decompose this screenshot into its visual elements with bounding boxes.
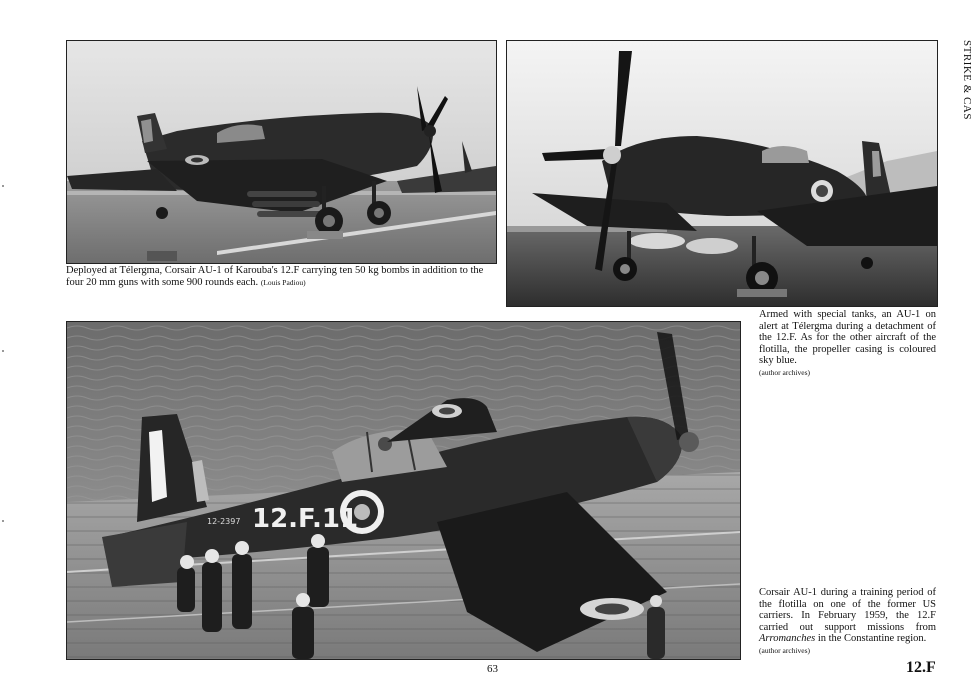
chapter-label: 12.F — [906, 659, 936, 676]
photo-corsair-special-tanks — [506, 40, 938, 307]
photo-credit: (author archives) — [759, 367, 811, 377]
caption-text: Armed with special tanks, an AU-1 on alert at Télergma during a detachment of the 12.F. As for the other aircraft of the flotilla, the propeller casing is coloured sky blue. — [759, 309, 936, 366]
edge-mark — [2, 185, 4, 187]
serial-marking: 12-2397 — [207, 517, 241, 526]
caption-text: Corsair AU-1 during a training period of the flotilla on one of the former US carriers. In February 1959, the 12.F carried out support missions from — [759, 587, 936, 633]
ship-name: Arromanches — [759, 633, 816, 644]
photo-credit: (author archives) — [759, 645, 811, 655]
caption-text-end: in the Constantine region. — [815, 633, 927, 644]
photo-corsair-bombs — [66, 40, 497, 264]
aircraft-marking: 12.F.11 — [252, 504, 359, 534]
edge-mark — [2, 350, 4, 352]
caption-top-right — [759, 309, 936, 378]
section-title-vertical: STRIKE & CAS — [961, 40, 973, 120]
edge-mark — [2, 520, 4, 522]
caption-text: Deployed at Télergma, Corsair AU-1 of Karouba's 12.F carrying ten 50 kg bombs in addition to the four 20 mm guns with some 900 rounds each. — [66, 265, 484, 288]
photo-credit: (Louis Padiou) — [260, 277, 306, 287]
caption-bottom — [759, 587, 936, 656]
page-number: 63 — [487, 663, 498, 675]
photo-corsair-carrier-deck — [66, 321, 741, 660]
caption-top-left — [66, 265, 494, 288]
